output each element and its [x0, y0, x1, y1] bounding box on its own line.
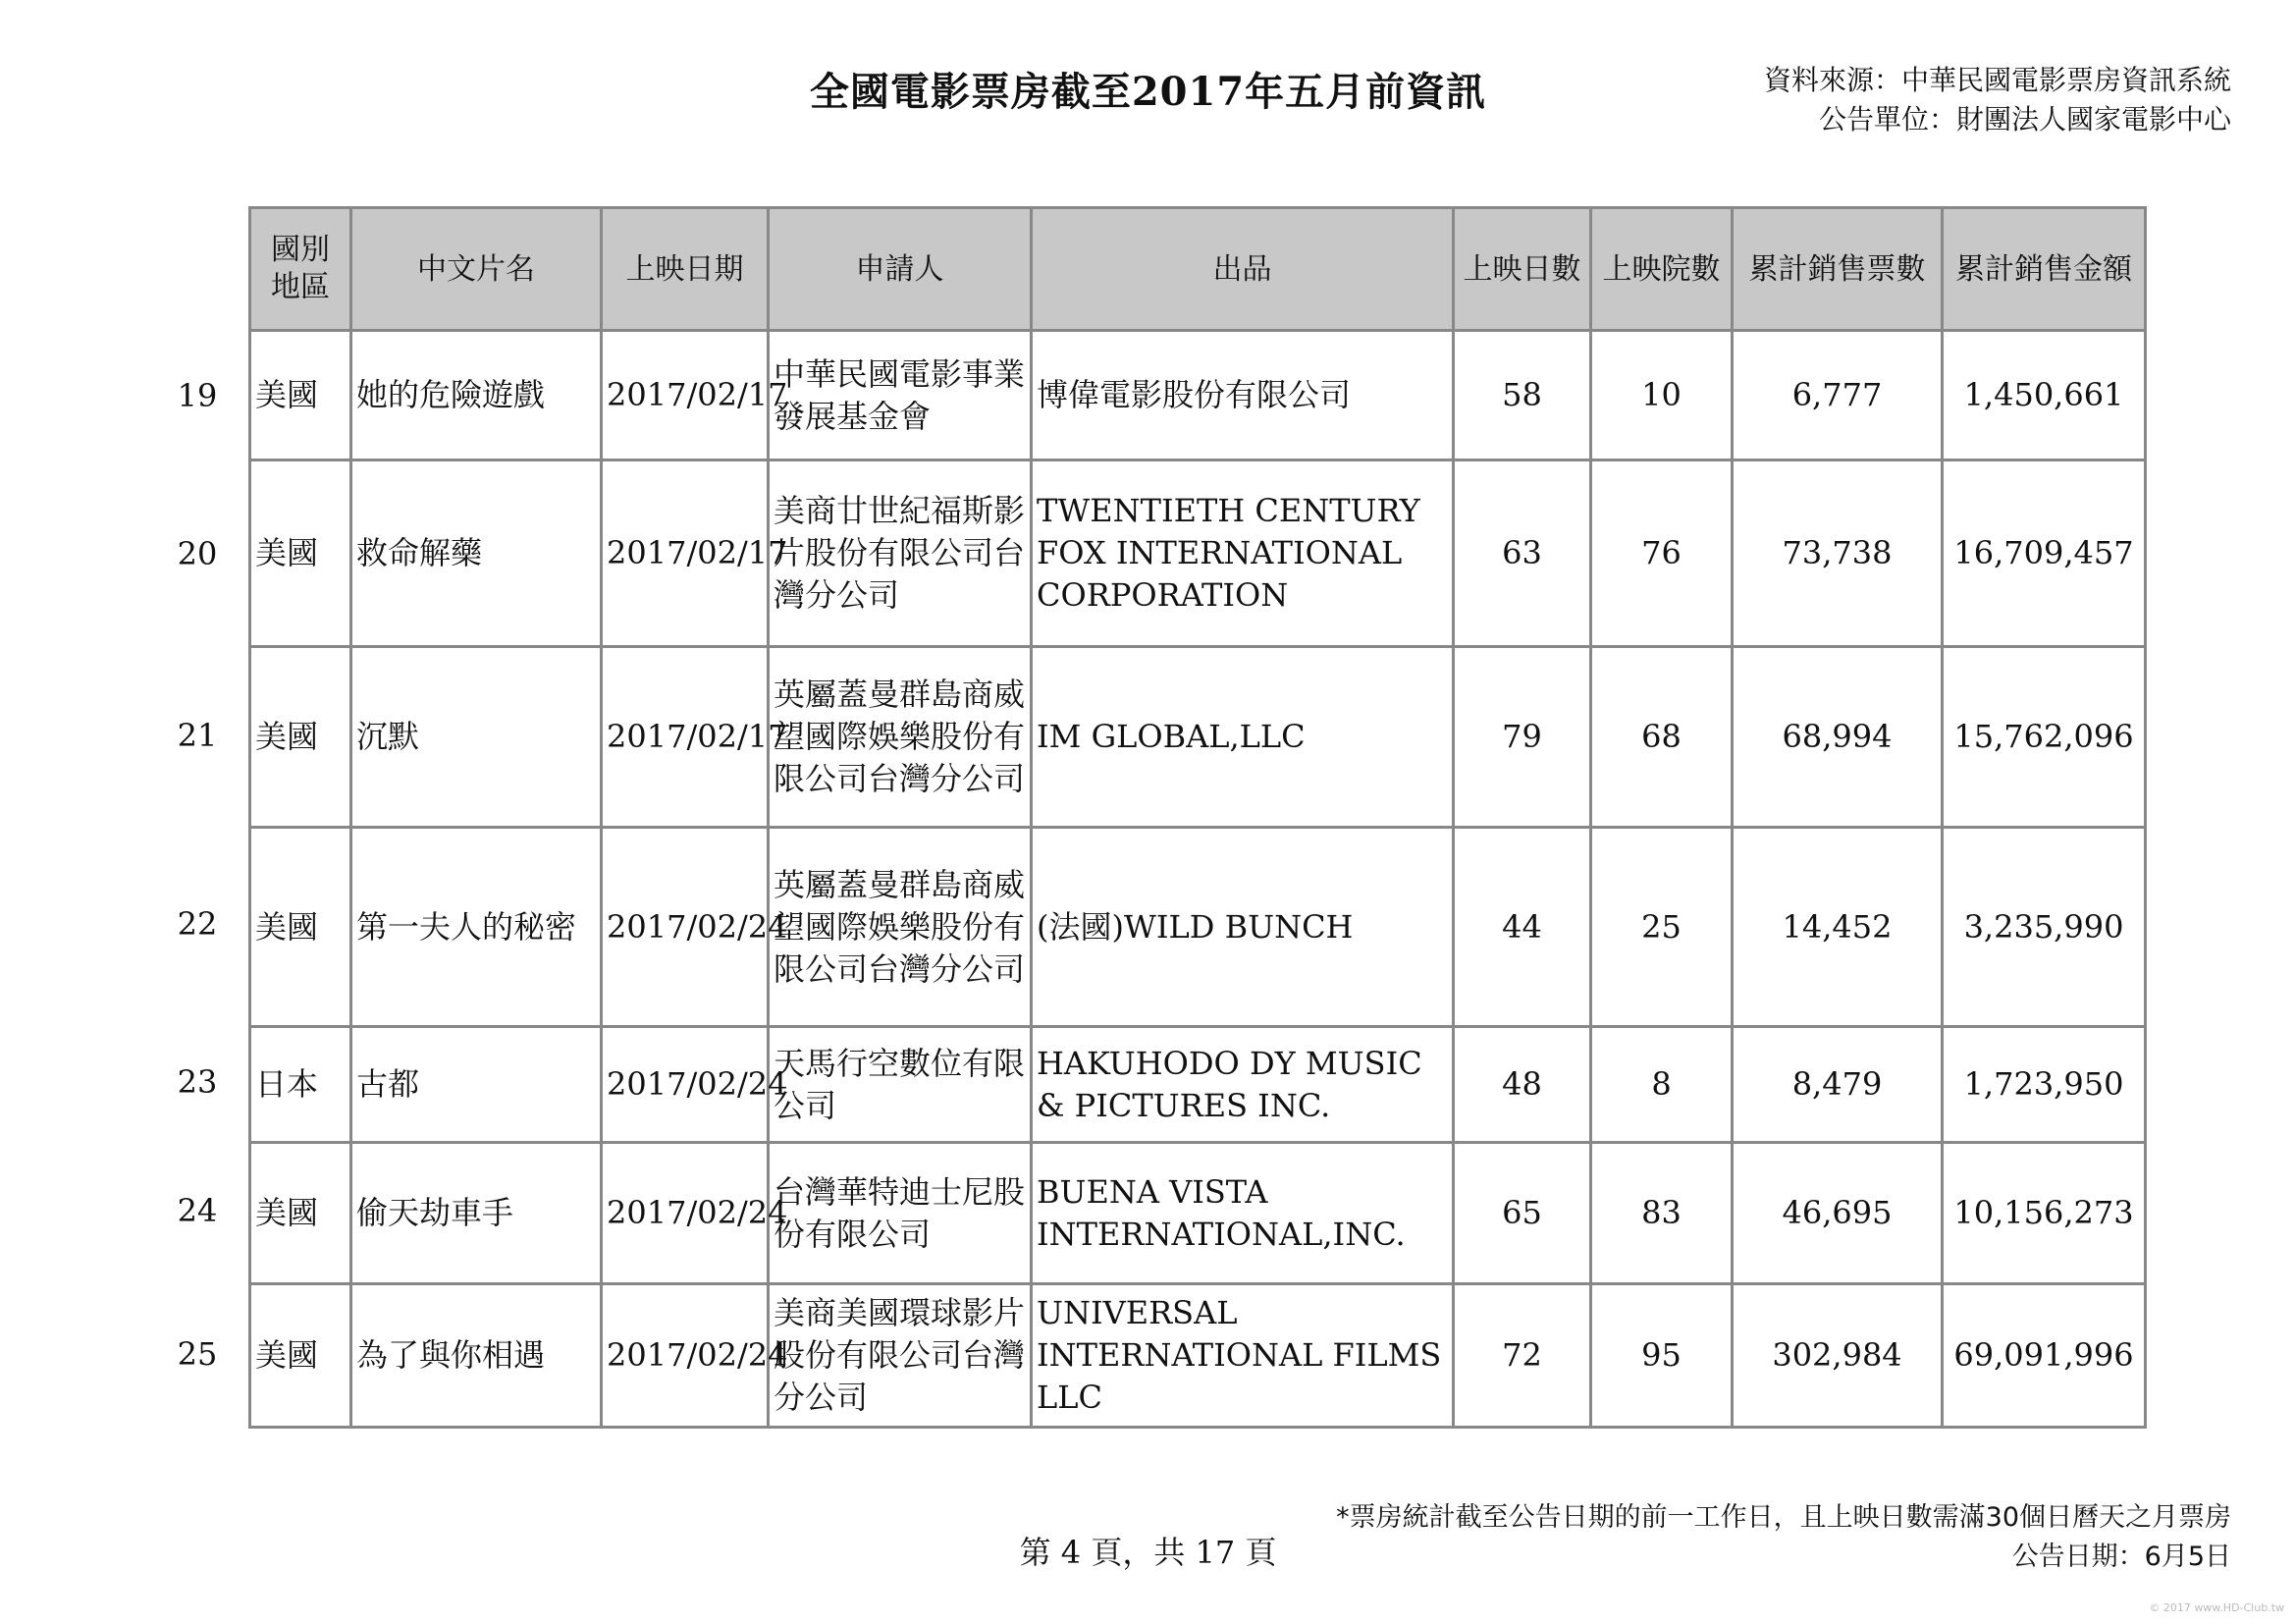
cell-tickets: 8,479: [1733, 1027, 1943, 1143]
cell-producer: IM GLOBAL,LLC: [1032, 647, 1454, 828]
cell-tickets: 68,994: [1733, 647, 1943, 828]
cell-name: 古都: [351, 1027, 602, 1143]
cell-applicant: 中華民國電影事業發展基金會: [769, 331, 1032, 460]
table-row: [250, 828, 2146, 1027]
cell-producer: HAKUHODO DY MUSIC & PICTURES INC.: [1032, 1027, 1454, 1143]
cell-theaters: 8: [1591, 1027, 1733, 1143]
cell-days: 72: [1454, 1284, 1591, 1428]
cell-tickets: 14,452: [1733, 828, 1943, 1027]
table-row: [250, 460, 2146, 647]
cell-days: 48: [1454, 1027, 1591, 1143]
cell-name: 她的危險遊戲: [351, 331, 602, 460]
table-header-row: [250, 208, 2146, 331]
box-office-table: [248, 206, 2147, 1429]
cell-theaters: 83: [1591, 1143, 1733, 1284]
cell-revenue: 1,723,950: [1943, 1027, 2146, 1143]
cell-revenue: 15,762,096: [1943, 647, 2146, 828]
cell-date: 2017/02/24: [602, 828, 769, 1027]
cell-region: 美國: [250, 1143, 351, 1284]
cell-producer: 博偉電影股份有限公司: [1032, 331, 1454, 460]
cell-date: 2017/02/24: [602, 1143, 769, 1284]
cell-applicant: 天馬行空數位有限公司: [769, 1027, 1032, 1143]
row-number: 25: [177, 1335, 218, 1373]
cell-days: 65: [1454, 1143, 1591, 1284]
cell-applicant: 台灣華特迪士尼股份有限公司: [769, 1143, 1032, 1284]
cell-applicant: 英屬蓋曼群島商威望國際娛樂股份有限公司台灣分公司: [769, 647, 1032, 828]
page-counter: 第 4 頁，共 17 頁: [1019, 1534, 1277, 1571]
cell-revenue: 16,709,457: [1943, 460, 2146, 647]
cell-name: 第一夫人的秘密: [351, 828, 602, 1027]
cell-producer: TWENTIETH CENTURY FOX INTERNATIONAL CORPORATION: [1032, 460, 1454, 647]
cell-applicant: 美商美國環球影片股份有限公司台灣分公司: [769, 1284, 1032, 1428]
table-row: [250, 1143, 2146, 1284]
cell-theaters: 25: [1591, 828, 1733, 1027]
header-days: 上映日數: [1454, 208, 1591, 331]
row-number: 24: [177, 1192, 218, 1229]
cell-tickets: 73,738: [1733, 460, 1943, 647]
cell-days: 44: [1454, 828, 1591, 1027]
row-number: 21: [177, 717, 218, 754]
header-revenue: 累計銷售金額: [1943, 208, 2146, 331]
source-line: 資料來源：中華民國電影票房資訊系統: [1763, 64, 2231, 96]
cell-region: 美國: [250, 1284, 351, 1428]
cell-revenue: 10,156,273: [1943, 1143, 2146, 1284]
cell-region: 日本: [250, 1027, 351, 1143]
header-applicant: 申請人: [769, 208, 1032, 331]
header-theaters: 上映院數: [1591, 208, 1733, 331]
row-number: 19: [177, 377, 218, 414]
source-info: [1764, 61, 2231, 139]
cell-producer: (法國)WILD BUNCH: [1032, 828, 1454, 1027]
page-title: 全國電影票房截至2017年五月前資訊: [809, 69, 1487, 115]
row-number: 22: [177, 905, 218, 943]
cell-region: 美國: [250, 828, 351, 1027]
cell-tickets: 302,984: [1733, 1284, 1943, 1428]
cell-producer: UNIVERSAL INTERNATIONAL FILMS LLC: [1032, 1284, 1454, 1428]
cell-name: 偷天劫車手: [351, 1143, 602, 1284]
cell-days: 79: [1454, 647, 1591, 828]
header-name: 中文片名: [351, 208, 602, 331]
header-tickets: 累計銷售票數: [1733, 208, 1943, 331]
cell-applicant: 英屬蓋曼群島商威望國際娛樂股份有限公司台灣分公司: [769, 828, 1032, 1027]
cell-date: 2017/02/24: [602, 1027, 769, 1143]
cell-tickets: 46,695: [1733, 1143, 1943, 1284]
cell-date: 2017/02/17: [602, 331, 769, 460]
row-number: 23: [177, 1063, 218, 1101]
footnote-note: *票房統計截至公告日期的前一工作日，且上映日數需滿30個日曆天之月票房: [1336, 1502, 2231, 1533]
cell-applicant: 美商廿世紀福斯影片股份有限公司台灣分公司: [769, 460, 1032, 647]
watermark: © 2017 www.HD-Club.tw: [2149, 1601, 2284, 1614]
cell-region: 美國: [250, 647, 351, 828]
cell-revenue: 1,450,661: [1943, 331, 2146, 460]
announcement-date: 公告日期：6月5日: [2011, 1542, 2231, 1572]
header-date: 上映日期: [602, 208, 769, 331]
table-row: [250, 331, 2146, 460]
cell-theaters: 95: [1591, 1284, 1733, 1428]
cell-region: 美國: [250, 331, 351, 460]
footnote: [1336, 1498, 2231, 1577]
header-producer: 出品: [1032, 208, 1454, 331]
publisher-line: 公告單位：財團法人國家電影中心: [1818, 103, 2231, 135]
cell-theaters: 10: [1591, 331, 1733, 460]
cell-theaters: 76: [1591, 460, 1733, 647]
table-row: [250, 647, 2146, 828]
row-number: 20: [177, 535, 218, 572]
cell-region: 美國: [250, 460, 351, 647]
cell-name: 為了與你相遇: [351, 1284, 602, 1428]
table-row: [250, 1284, 2146, 1428]
cell-tickets: 6,777: [1733, 331, 1943, 460]
cell-name: 沉默: [351, 647, 602, 828]
cell-revenue: 69,091,996: [1943, 1284, 2146, 1428]
cell-revenue: 3,235,990: [1943, 828, 2146, 1027]
cell-name: 救命解藥: [351, 460, 602, 647]
cell-theaters: 68: [1591, 647, 1733, 828]
cell-date: 2017/02/24: [602, 1284, 769, 1428]
cell-days: 58: [1454, 331, 1591, 460]
cell-date: 2017/02/17: [602, 647, 769, 828]
cell-producer: BUENA VISTA INTERNATIONAL,INC.: [1032, 1143, 1454, 1284]
table-row: [250, 1027, 2146, 1143]
cell-date: 2017/02/17: [602, 460, 769, 647]
header-region: 國別地區: [250, 208, 351, 331]
cell-days: 63: [1454, 460, 1591, 647]
